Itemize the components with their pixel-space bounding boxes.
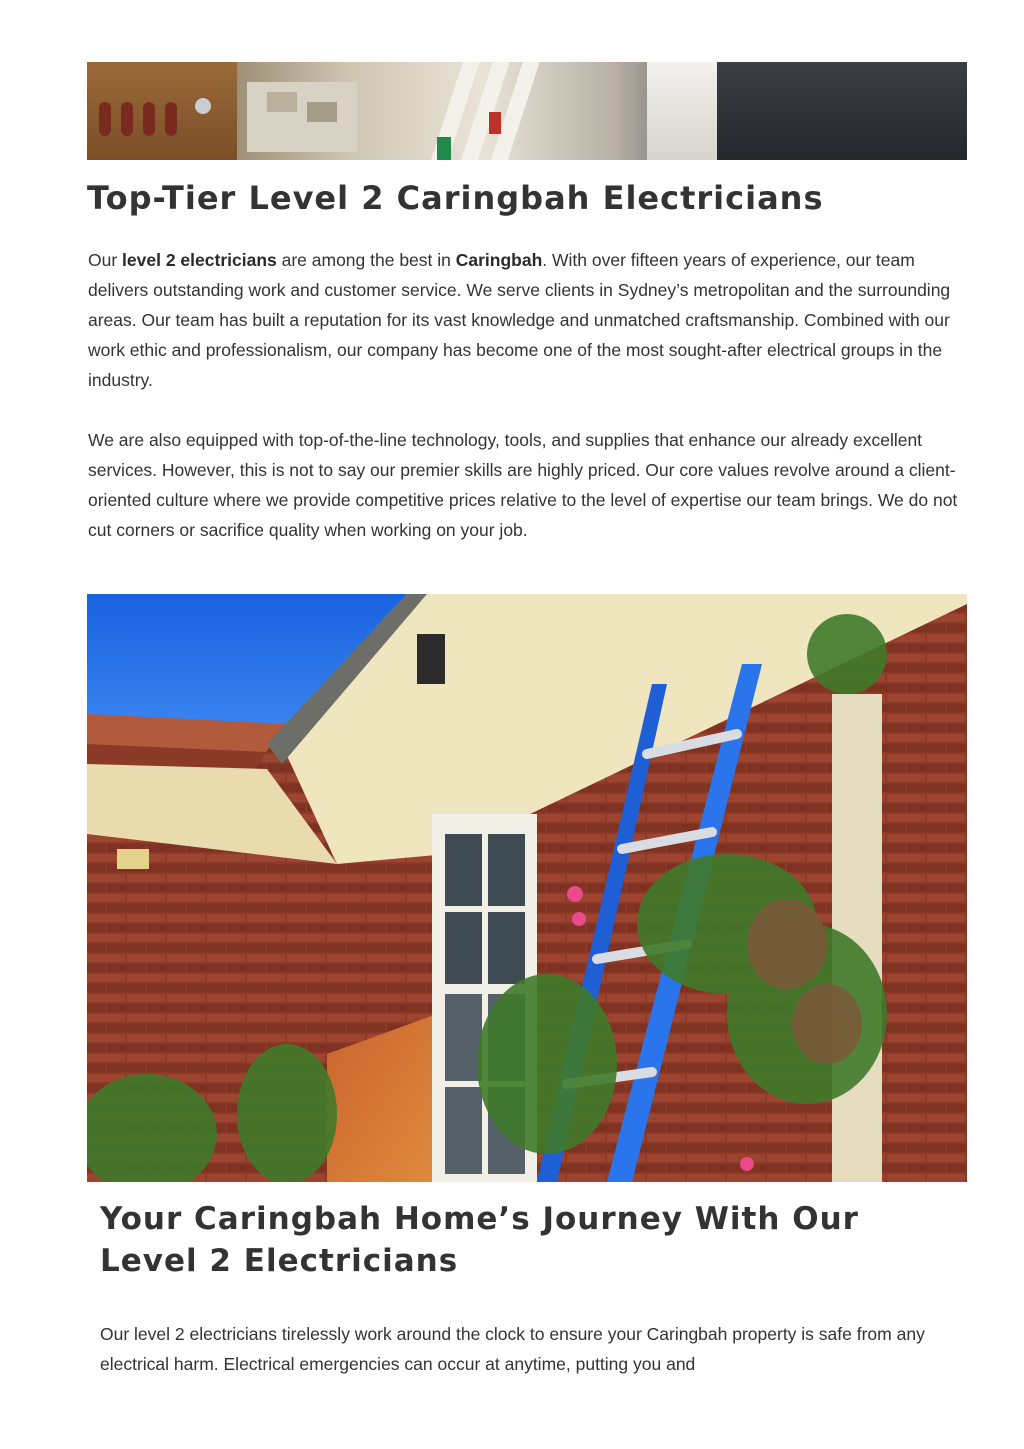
connector bbox=[307, 102, 337, 122]
bold-text: Caringbah bbox=[455, 250, 543, 270]
text-run: Our bbox=[88, 250, 123, 270]
electrician-banner-image bbox=[87, 62, 967, 160]
fuse-knob bbox=[143, 102, 155, 136]
terminal-screw bbox=[195, 98, 211, 114]
bold-text: level 2 electricians bbox=[122, 250, 277, 270]
section-heading: Top-Tier Level 2 Caringbah Electricians bbox=[87, 179, 824, 217]
text-run: . With over fifteen years of experience, our team delivers outstanding work and customer service. We serve clients in Sydney’s metropolitan and the surrounding areas. Our team has built a reputation for its vast knowledge and unmatched craftsmanship. Combined with our work ethic and professionalism, our company has become one of the most sought-after electrical groups in the industry. bbox=[88, 250, 951, 390]
text-run: are among the best in bbox=[276, 250, 456, 270]
fuse-knob bbox=[99, 102, 111, 136]
connector bbox=[267, 92, 297, 112]
section-heading: Your Caringbah Home’s Journey With Our Level 2 Electricians bbox=[100, 1201, 859, 1279]
terminal-block bbox=[247, 82, 357, 152]
body-paragraph: We are also equipped with top-of-the-line technology, tools, and supplies that enhance our already excellent services. However, this is not to say our premier skills are highly priced. Our core values revolve around a client-oriented culture where we provide competitive prices relative to the level of expertise our team brings. We do not cut corners or sacrifice quality when working on your job. bbox=[88, 430, 958, 540]
body-paragraph: Our level 2 electricians tirelessly work around the clock to ensure your Caringbah property is safe from any electrical harm. Electrical emergencies can occur at anytime, putting you and bbox=[100, 1324, 925, 1374]
ladder-house-image bbox=[87, 594, 967, 1182]
red-sleeve bbox=[489, 112, 501, 134]
worker-sleeve bbox=[717, 62, 967, 160]
fuse-knob bbox=[165, 102, 177, 136]
fuse-knob bbox=[121, 102, 133, 136]
intro-paragraph bbox=[88, 245, 968, 395]
house-illustration bbox=[87, 594, 967, 1182]
green-sleeve bbox=[437, 137, 451, 160]
